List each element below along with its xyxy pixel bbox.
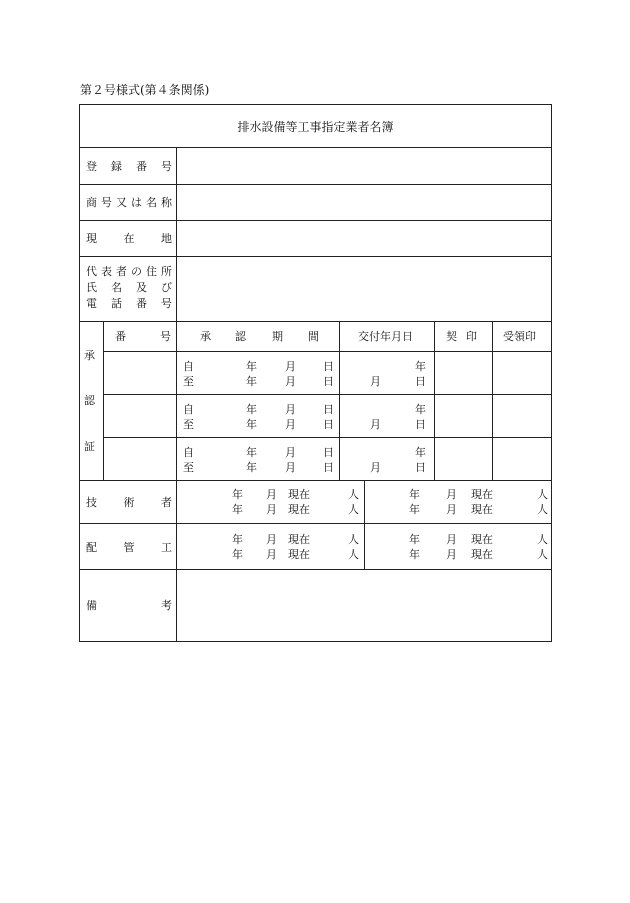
header-period-4: 間 — [308, 330, 319, 343]
date-month: 月 — [285, 375, 296, 388]
date-from: 自 — [183, 360, 194, 373]
date-day: 日 — [323, 461, 334, 474]
count-as-of: 現在 — [471, 533, 493, 546]
header-seal-2: 印 — [466, 330, 477, 343]
count-as-of: 現在 — [288, 548, 310, 561]
date-year: 年 — [246, 418, 257, 431]
form-title: 排水設備等工事指定業者名簿 — [237, 120, 394, 134]
issue-month: 月 — [370, 418, 381, 431]
issue-day: 日 — [415, 375, 426, 388]
date-year: 年 — [246, 446, 257, 459]
count-persons: 人 — [537, 548, 548, 561]
date-month: 月 — [285, 418, 296, 431]
date-year: 年 — [246, 403, 257, 416]
date-year: 年 — [246, 461, 257, 474]
receipt-seal-field-3[interactable] — [493, 438, 551, 480]
count-persons: 人 — [348, 548, 359, 561]
remarks-field[interactable] — [177, 570, 551, 641]
label-trade-name: 商 号 又 は 名 称 — [86, 196, 172, 209]
approval-number-field-1[interactable] — [104, 352, 176, 394]
issue-year: 年 — [415, 360, 426, 373]
date-day: 日 — [323, 446, 334, 459]
label-approval-cert-1: 承 — [84, 349, 95, 362]
count-year: 年 — [232, 533, 243, 546]
label-rep-address: 代 表 者 の 住 所 — [86, 265, 172, 278]
count-persons: 人 — [348, 533, 359, 546]
receipt-seal-field-1[interactable] — [493, 352, 551, 394]
count-year: 年 — [409, 533, 420, 546]
date-day: 日 — [323, 403, 334, 416]
count-month: 月 — [266, 533, 277, 546]
date-month: 月 — [285, 403, 296, 416]
issue-year: 年 — [415, 446, 426, 459]
issue-month: 月 — [370, 375, 381, 388]
issue-day: 日 — [415, 461, 426, 474]
seal-field-2[interactable] — [435, 395, 492, 437]
rule-approval-bottom — [80, 480, 551, 481]
header-number-2: 号 — [160, 330, 171, 343]
count-month: 月 — [446, 548, 457, 561]
count-year: 年 — [232, 503, 243, 516]
count-month: 月 — [266, 548, 277, 561]
count-month: 月 — [446, 533, 457, 546]
label-registration-number: 登 録 番 号 — [86, 160, 172, 173]
issue-year: 年 — [415, 403, 426, 416]
label-engineer: 技 術 者 — [86, 496, 172, 509]
label-location: 現 在 地 — [86, 232, 172, 245]
count-as-of: 現在 — [471, 548, 493, 561]
location-field[interactable] — [177, 221, 551, 256]
count-persons: 人 — [537, 503, 548, 516]
date-month: 月 — [285, 360, 296, 373]
count-year: 年 — [232, 548, 243, 561]
label-approval-cert-2: 認 — [84, 394, 95, 407]
label-name: 氏 名 及 び — [86, 281, 172, 294]
seal-field-1[interactable] — [435, 352, 492, 394]
trade-name-field[interactable] — [177, 185, 551, 220]
count-persons: 人 — [348, 503, 359, 516]
count-as-of: 現在 — [471, 503, 493, 516]
date-day: 日 — [323, 360, 334, 373]
date-to: 至 — [183, 418, 194, 431]
count-month: 月 — [446, 503, 457, 516]
rule-period-column — [339, 321, 340, 480]
label-plumber: 配 管 工 — [86, 541, 172, 554]
count-as-of: 現在 — [288, 503, 310, 516]
date-month: 月 — [285, 461, 296, 474]
count-year: 年 — [409, 503, 420, 516]
count-as-of: 現在 — [471, 488, 493, 501]
count-month: 月 — [446, 488, 457, 501]
seal-field-3[interactable] — [435, 438, 492, 480]
count-persons: 人 — [348, 488, 359, 501]
date-year: 年 — [246, 375, 257, 388]
date-month: 月 — [285, 446, 296, 459]
count-month: 月 — [266, 503, 277, 516]
header-receipt-seal: 受領印 — [503, 330, 536, 343]
header-issue-date: 交付年月日 — [358, 330, 413, 343]
contractor-register-form — [79, 104, 552, 642]
count-year: 年 — [409, 488, 420, 501]
count-persons: 人 — [537, 533, 548, 546]
rule-number-column — [176, 321, 177, 480]
count-year: 年 — [409, 548, 420, 561]
rule-engineer-bottom — [80, 523, 551, 524]
label-remarks: 備 考 — [86, 599, 172, 612]
rule-row4-bottom — [80, 321, 551, 322]
date-to: 至 — [183, 461, 194, 474]
form-caption: 第２号様式(第４条関係) — [80, 83, 210, 97]
header-period-1: 承 — [200, 330, 211, 343]
date-from: 自 — [183, 403, 194, 416]
date-day: 日 — [323, 375, 334, 388]
header-period-3: 期 — [272, 330, 283, 343]
count-month: 月 — [266, 488, 277, 501]
count-persons: 人 — [537, 488, 548, 501]
issue-day: 日 — [415, 418, 426, 431]
representative-field[interactable] — [177, 257, 551, 321]
header-seal-1: 契 — [446, 330, 457, 343]
count-as-of: 現在 — [288, 533, 310, 546]
receipt-seal-field-2[interactable] — [493, 395, 551, 437]
label-approval-cert-3: 証 — [84, 440, 95, 453]
date-from: 自 — [183, 446, 194, 459]
header-period-2: 認 — [235, 330, 246, 343]
registration-number-field[interactable] — [177, 148, 551, 184]
approval-number-field-2[interactable] — [104, 395, 176, 437]
date-day: 日 — [323, 418, 334, 431]
rule-count-split — [364, 480, 365, 569]
issue-month: 月 — [370, 461, 381, 474]
count-as-of: 現在 — [288, 488, 310, 501]
date-to: 至 — [183, 375, 194, 388]
date-year: 年 — [246, 360, 257, 373]
approval-number-field-3[interactable] — [104, 438, 176, 480]
label-phone: 電 話 番 号 — [86, 297, 172, 310]
header-number-1: 番 — [115, 330, 126, 343]
count-year: 年 — [232, 488, 243, 501]
